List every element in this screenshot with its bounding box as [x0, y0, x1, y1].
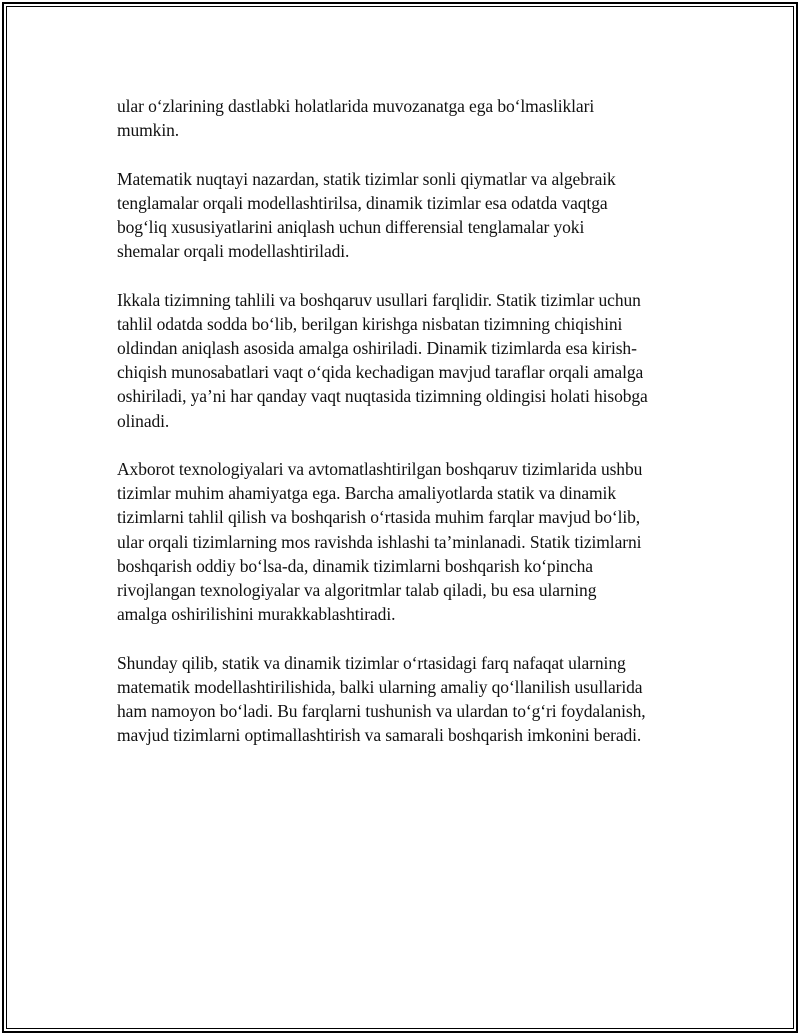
paragraph-1: ular o‘zlarining dastlabki holatlarida muvozanatga ega bo‘lmasliklari mumkin.	[117, 96, 595, 141]
paragraph-3: Ikkala tizimning tahlili va boshqaruv usullari farqlidir. Statik tizimlar uchun tahlil odatda sodda bo‘lib, berilgan kirishga nisbatan tizimning chiqishini oldindan aniqlash asosida amalga oshiriladi. Dinamik tizimlarda esa kirish- chiqish munosabatlari vaqt o‘qida kechadigan mavjud taraflar orqali amalga oshiriladi, ya’ni har qanday vaqt nuqtasida tizimning oldingisi holati hisobga olinadi.	[117, 289, 648, 431]
paragraph-2: Matematik nuqtayi nazardan, statik tizimlar sonli qiymatlar va algebraik tenglamalar orqali modellashtirilsa, dinamik tizimlar esa odatda vaqtga bog‘liq xususiyatlarini aniqlash uchun differensial tenglamalar yoki shemalar orqali modellashtiriladi.	[117, 168, 616, 262]
paragraph-4: Axborot texnologiyalari va avtomatlashtirilgan boshqaruv tizimlarida ushbu tizimlar muhim ahamiyatga ega. Barcha amaliyotlarda statik va dinamik tizimlarni tahlil qilish va boshqarish o‘rtasida muhim farqlar mavjud bo‘lib, ular orqali tizimlarning mos ravishda ishlashi ta’minlanadi. Statik tizimlarni boshqarish oddiy bo‘lsa-da, dinamik tizimlarni boshqarish ko‘pincha rivojlangan texnologiyalar va algoritmlar talab qiladi, bu esa ularning amalga oshirilishini murakkablashtiradi.	[117, 459, 643, 625]
paragraph-5: Shunday qilib, statik va dinamik tizimlar o‘rtasidagi farq nafaqat ularning matematik modellashtirilishida, balki ularning amaliy qo‘llanilish usullarida ham namoyon bo‘ladi. Bu farqlarni tushunish va ulardan to‘g‘ri foydalanish, mavjud tizimlarni optimallashtirish va samarali boshqarish imkonini beradi.	[117, 652, 646, 746]
document-body	[117, 94, 707, 772]
